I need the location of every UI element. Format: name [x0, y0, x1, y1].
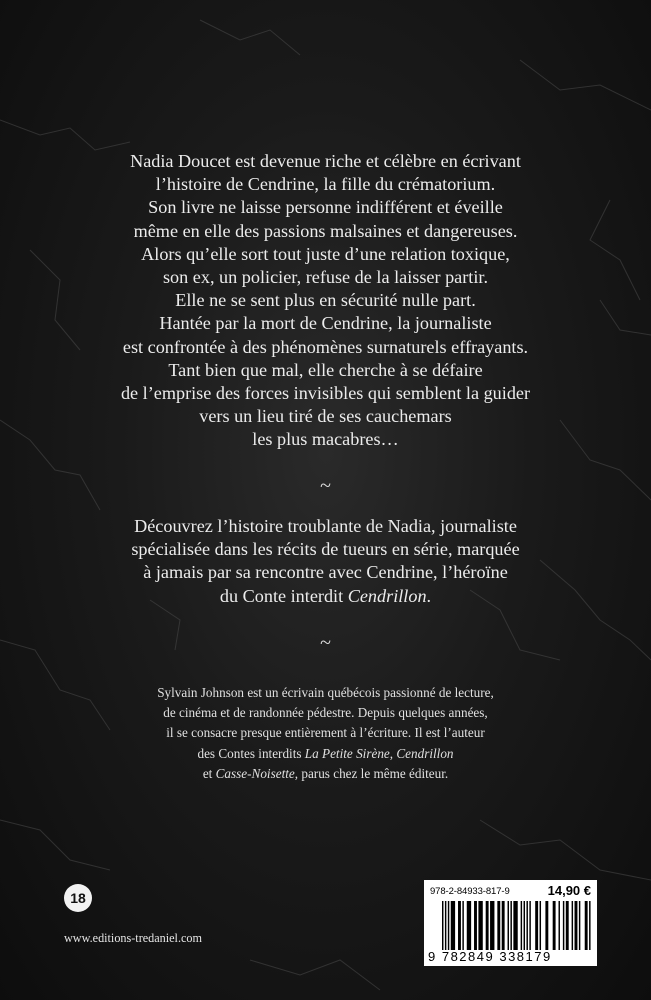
barcode-bar — [445, 901, 446, 950]
barcode-bar — [559, 901, 560, 950]
synopsis-line: Son livre ne laisse personne indifférent et éveille — [148, 197, 503, 218]
book-title: Cendrillon — [396, 745, 454, 761]
barcode-bar — [585, 901, 588, 950]
barcode-bar — [448, 901, 449, 950]
barcode-bar — [508, 901, 509, 950]
barcode-bar — [451, 901, 455, 950]
barcode-bar — [563, 901, 564, 950]
synopsis — [60, 150, 591, 452]
isbn: 978-2-84933-817-9 — [430, 886, 510, 897]
author-bio-line: Sylvain Johnson est un écrivain québécois passionné de lecture, — [157, 685, 494, 700]
barcode-bar — [467, 901, 471, 950]
author-bio-text: , — [389, 745, 397, 761]
barcode-bar — [521, 901, 522, 950]
author-bio-text: des Contes interdits — [197, 745, 305, 761]
discover-paragraph — [60, 515, 591, 608]
synopsis-line: de l’emprise des forces invisibles qui semblent la guider — [120, 383, 531, 404]
barcode-bar — [442, 901, 443, 950]
synopsis-line: Hantée par la mort de Cendrine, la journaliste — [159, 313, 492, 334]
author-bio-line — [60, 764, 591, 784]
barcode-bar — [510, 901, 511, 950]
synopsis-line: Elle ne se sent plus en sécurité nulle part. — [175, 290, 476, 311]
age-rating-badge: 18 — [64, 884, 92, 912]
barcode-bar — [529, 901, 530, 950]
author-bio — [60, 683, 591, 784]
synopsis-line: vers un lieu tiré de ses cauchemars — [199, 406, 452, 427]
barcode-bar — [513, 901, 517, 950]
synopsis-line: son ex, un policier, refuse de la laisser partir. — [162, 267, 489, 288]
barcode-bar — [524, 901, 525, 950]
publisher-website: www.editions-tredaniel.com — [64, 931, 202, 945]
separator-tilde: ~ — [320, 475, 331, 497]
book-title: Cendrillon — [347, 585, 427, 606]
barcode-bar — [478, 901, 482, 950]
barcode-bar — [579, 901, 580, 950]
ean-number: 9 782849 338179 — [428, 949, 552, 964]
price: 14,90 € — [547, 883, 591, 898]
discover-line: à jamais par sa rencontre avec Cendrine, l’héroïne — [143, 562, 508, 583]
barcode-bar — [540, 901, 541, 950]
barcode-bar — [535, 901, 538, 950]
separator-tilde: ~ — [320, 632, 331, 654]
barcode-bar — [589, 901, 590, 950]
author-bio-line: il se consacre presque entièrement à l’écriture. Il est l’auteur — [166, 725, 485, 741]
barcode-bar — [497, 901, 500, 950]
synopsis-line: Alors qu’elle sort tout juste d’une relation toxique, — [141, 243, 510, 264]
book-title: Casse-Noisette — [215, 765, 295, 781]
barcode-bar — [462, 901, 463, 950]
barcode-bar — [486, 901, 489, 950]
discover-line — [60, 585, 591, 608]
barcode-bar — [553, 901, 556, 950]
author-bio-text: et — [202, 765, 216, 781]
barcode-bar — [566, 901, 569, 950]
synopsis-line: même en elle des passions malsaines et dangereuses. — [133, 220, 518, 241]
author-bio-text: , parus chez le même éditeur. — [294, 765, 449, 781]
barcode-bar — [458, 901, 461, 950]
barcode-bar — [545, 901, 548, 950]
barcode — [442, 901, 592, 950]
discover-text: du Conte interdit — [219, 585, 348, 606]
barcode-bar — [572, 901, 573, 950]
synopsis-line: Nadia Doucet est devenue riche et célèbre en écrivant — [130, 151, 521, 171]
barcode-bar — [575, 901, 578, 950]
discover-line: spécialisée dans les récits de tueurs en série, marquée — [131, 539, 520, 560]
discover-text: . — [426, 585, 432, 606]
synopsis-line: Tant bien que mal, elle cherche à se défaire — [168, 359, 483, 380]
synopsis-line: est confrontée à des phénomènes surnaturels effrayants. — [122, 336, 529, 357]
barcode-bar — [474, 901, 477, 950]
barcode-label — [424, 880, 597, 966]
author-bio-line: de cinéma et de randonnée pédestre. Depuis quelques années, — [163, 705, 488, 721]
discover-line: Découvrez l’histoire troublante de Nadia, journaliste — [134, 516, 517, 536]
barcode-bar — [502, 901, 505, 950]
barcode-bar — [490, 901, 494, 950]
synopsis-line: l’histoire de Cendrine, la fille du crématorium. — [155, 174, 496, 195]
barcode-bar — [526, 901, 527, 950]
author-bio-line — [60, 744, 591, 764]
book-title: La Petite Sirène — [304, 745, 390, 761]
synopsis-line: les plus macabres… — [252, 429, 399, 450]
